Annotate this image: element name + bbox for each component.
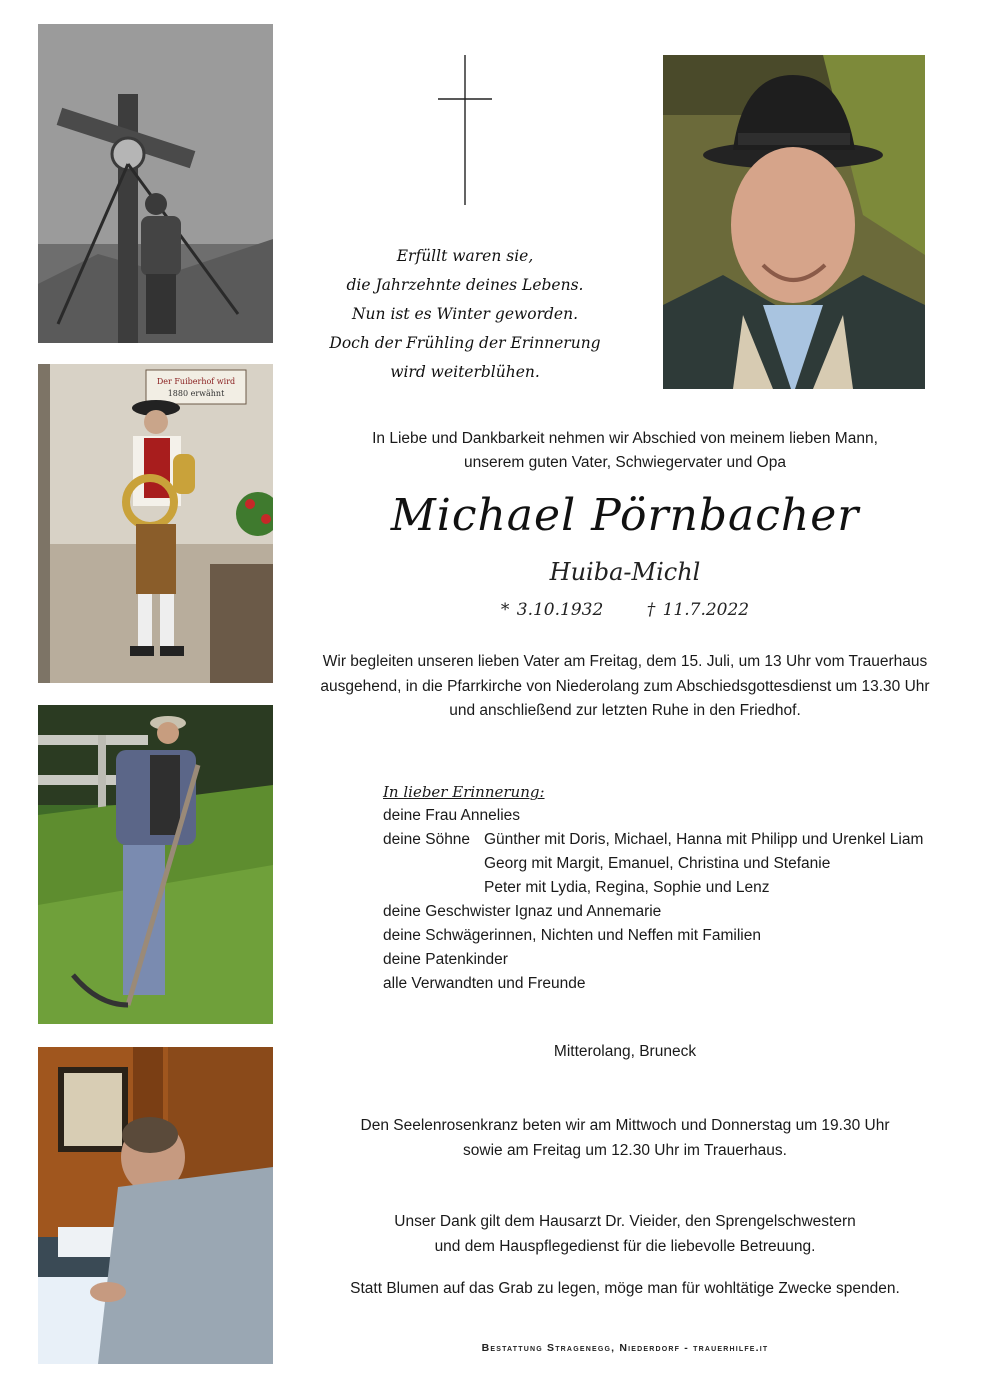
mourner-wife: deine Frau Annelies xyxy=(383,807,521,824)
son-line: Georg mit Margit, Emanuel, Christina und Stefanie xyxy=(484,855,831,872)
thanks-line: Unser Dank gilt dem Hausarzt Dr. Vieider, den Sprengelschwestern xyxy=(394,1213,856,1230)
thanks-note xyxy=(300,1209,950,1259)
verse-line: Doch der Frühling der Erinnerung xyxy=(329,334,601,352)
farewell-intro xyxy=(300,427,950,475)
rosary-line: sowie am Freitag um 12.30 Uhr im Trauerhaus. xyxy=(463,1142,787,1159)
photo-tuba-player xyxy=(38,364,273,683)
birth-date: * 3.10.1932 xyxy=(500,600,604,620)
death-date: † 11.7.2022 xyxy=(646,600,750,620)
funeral-line: und anschließend zur letzten Ruhe in den Friedhof. xyxy=(449,702,801,719)
funeral-line: Wir begleiten unseren lieben Vater am Freitag, dem 15. Juli, um 13 Uhr vom Trauerhaus xyxy=(322,653,928,670)
verse-line: die Jahrzehnte deines Lebens. xyxy=(346,276,584,294)
memorial-verse xyxy=(300,242,630,387)
life-dates xyxy=(300,600,950,620)
intro-line: In Liebe und Dankbarkeit nehmen wir Abschied von meinem lieben Mann, xyxy=(372,430,878,447)
portrait-photo xyxy=(663,55,925,389)
verse-line: Erfüllt waren sie, xyxy=(396,247,534,265)
rosary-details xyxy=(300,1113,950,1163)
deceased-name: Michael Pörnbacher xyxy=(390,490,860,541)
mourner-line: deine Geschwister Ignaz und Annemarie xyxy=(383,903,662,920)
photo-scythe-meadow xyxy=(38,705,273,1024)
photo-summit-cross xyxy=(38,24,273,343)
mourner-sons xyxy=(383,828,963,852)
mourners-list xyxy=(383,780,963,996)
sign-text: Der Fuiberhof wird xyxy=(156,377,236,386)
funeral-line: ausgehend, in die Pfarrkirche von Niederolang zum Abschiedsgottesdienst um 13.30 Uhr xyxy=(320,677,930,695)
mourner-line: alle Verwandten und Freunde xyxy=(383,975,586,992)
rosary-line: Den Seelenrosenkranz beten wir am Mittwoch und Donnerstag um 19.30 Uhr xyxy=(360,1117,890,1134)
cross-icon xyxy=(438,55,492,205)
funeral-home-footer: Bestattung Stragenegg, Niederdorf - trauerhilfe.it xyxy=(481,1342,769,1354)
mourners-heading: In lieber Erinnerung: xyxy=(383,783,545,801)
place-names: Mitterolang, Bruneck xyxy=(553,1043,697,1060)
thanks-line: und dem Hauspflegedienst für die liebevolle Betreuung. xyxy=(434,1238,816,1255)
son-line: Peter mit Lydia, Regina, Sophie und Lenz xyxy=(484,879,770,896)
photo-writing-desk xyxy=(38,1047,273,1364)
intro-line: unserem guten Vater, Schwiegervater und Opa xyxy=(464,454,786,471)
mourner-line: deine Patenkinder xyxy=(383,951,508,968)
son-line: Günther mit Doris, Michael, Hanna mit Philipp und Urenkel Liam xyxy=(484,831,924,848)
svg-text:1880 erwähnt: 1880 erwähnt xyxy=(167,389,225,398)
sons-label: deine Söhne xyxy=(383,831,471,848)
verse-line: wird weiterblühen. xyxy=(390,363,540,381)
verse-line: Nun ist es Winter geworden. xyxy=(351,305,579,323)
funeral-details xyxy=(290,650,960,724)
mourner-line: deine Schwägerinnen, Nichten und Neffen mit Familien xyxy=(383,927,761,944)
donation-note: Statt Blumen auf das Grab zu legen, möge man für wohltätige Zwecke spenden. xyxy=(350,1280,900,1297)
deceased-nickname: Huiba-Michl xyxy=(549,558,701,586)
